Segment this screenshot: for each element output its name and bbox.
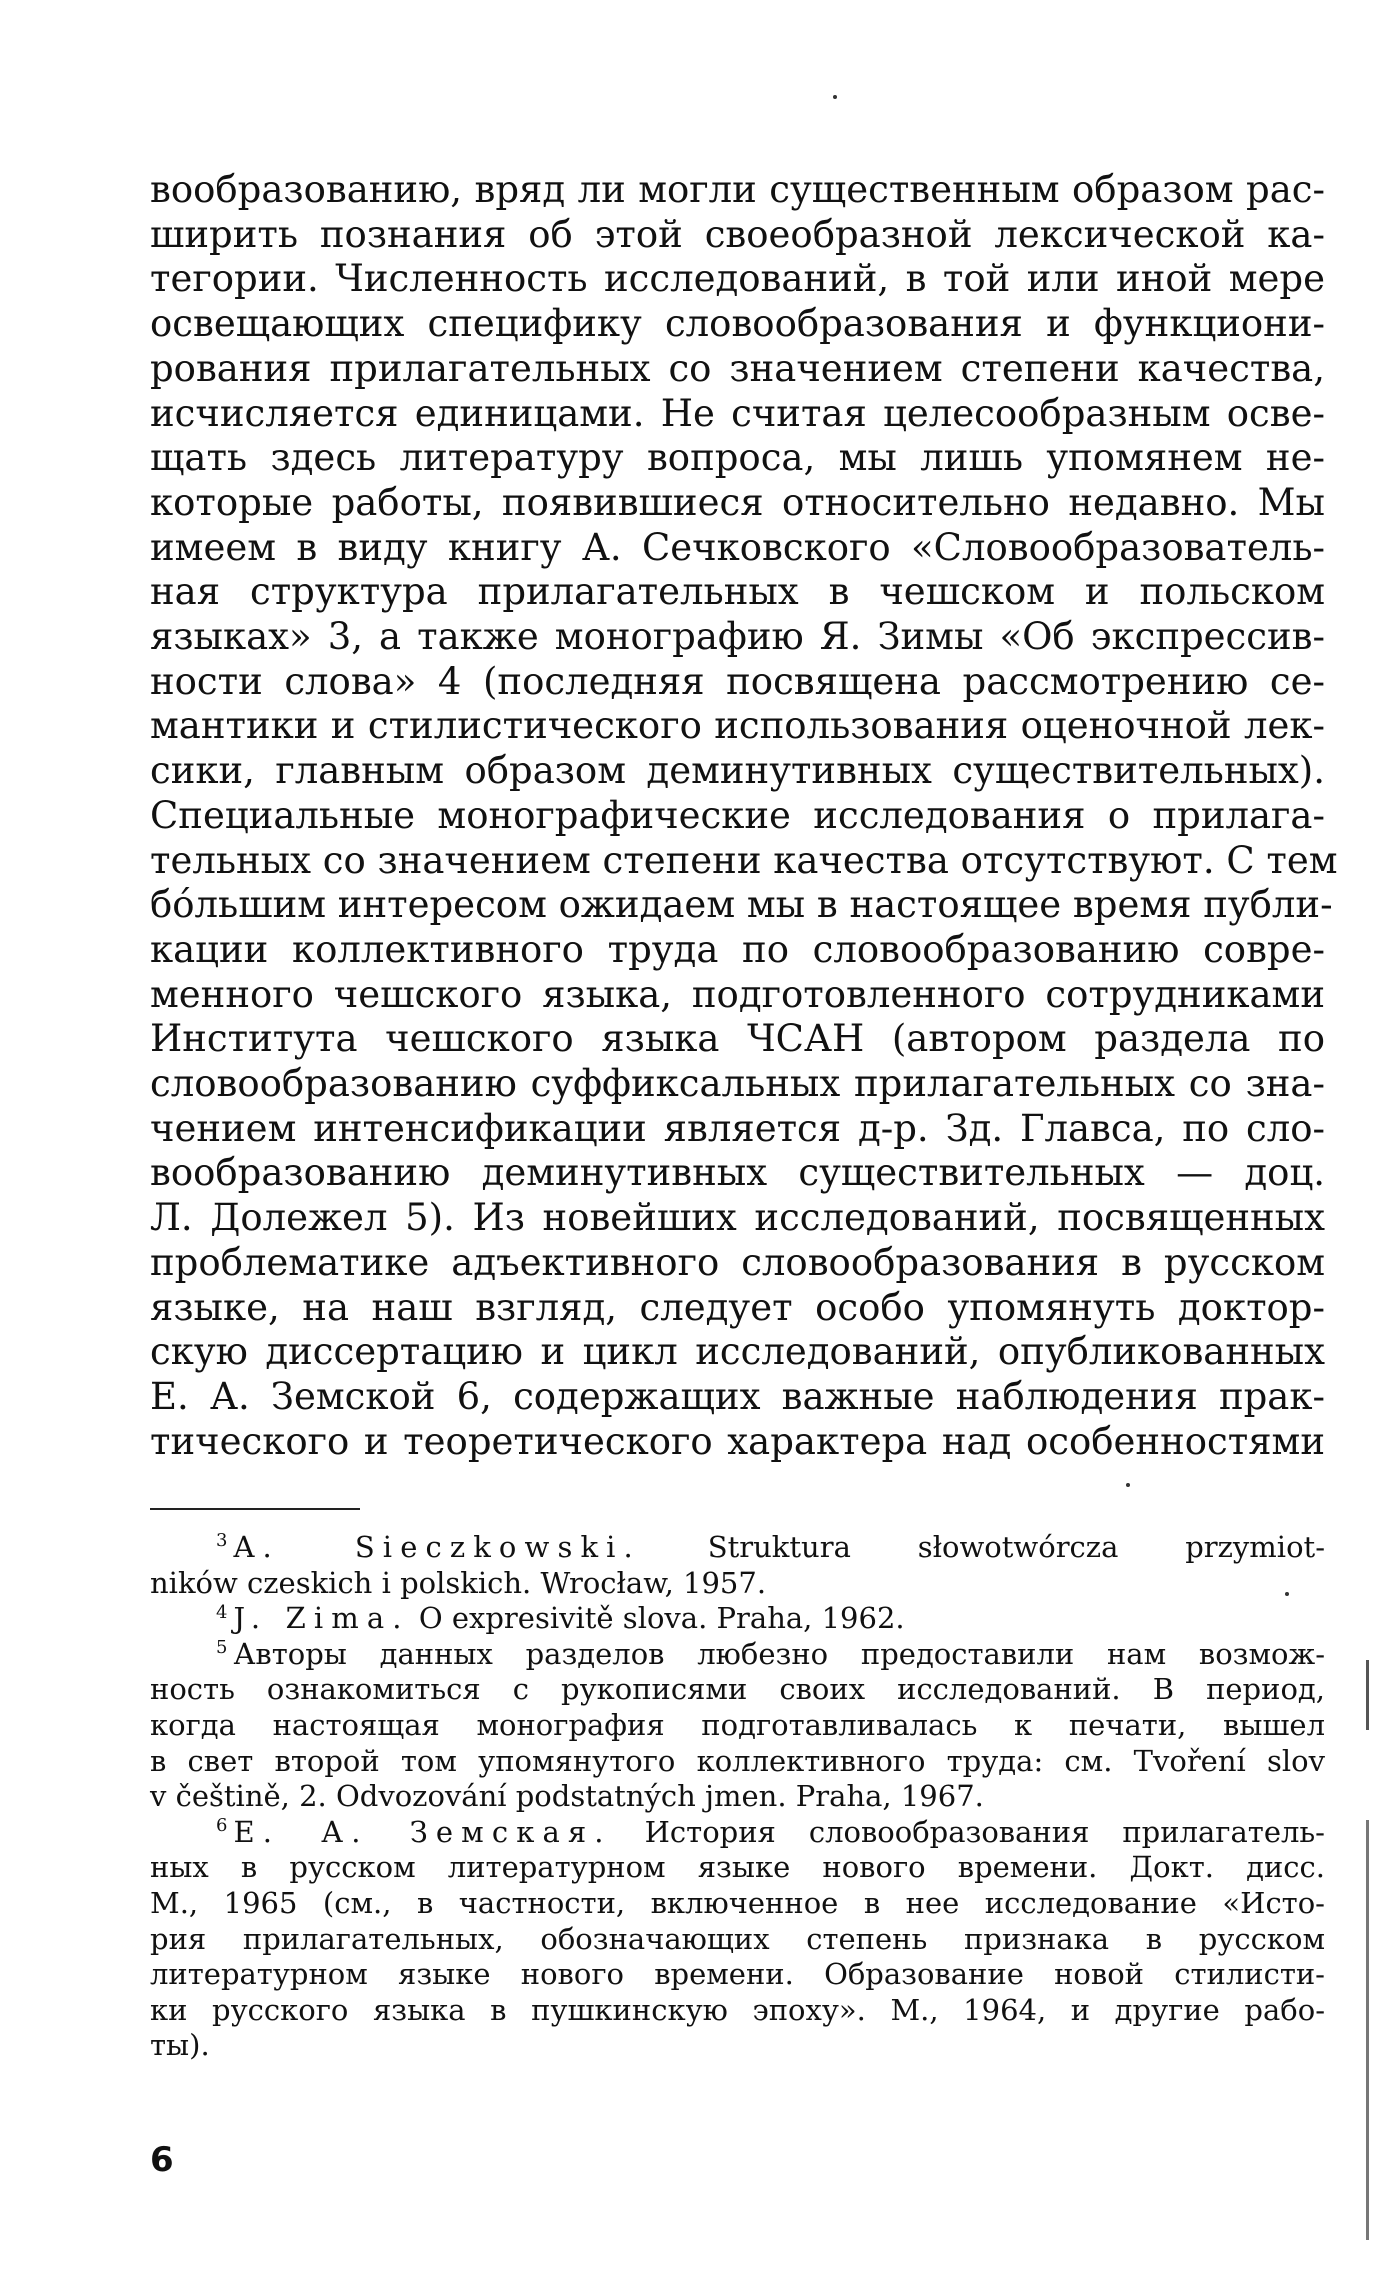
print-speck (1285, 1592, 1289, 1596)
text-line: рования прилагательных со значением степени качества, (150, 346, 1325, 390)
text-line: Специальные монографические исследования о прилага- (150, 793, 1325, 837)
text-line: словообразованию суффиксальных прилагательных со зна- (150, 1062, 1325, 1106)
footnote-text: М., 1965 (см., в частности, включенное в нее исследование «Исто- (150, 1885, 1325, 1920)
footnote-text: ных в русском литературном языке нового времени. Докт. дисс. (150, 1850, 1325, 1885)
text-line: сики, главным образом деминутивных существительных). (150, 749, 1325, 793)
footnote-number: 6 (216, 1815, 228, 1837)
footnote-number: 3 (216, 1530, 228, 1552)
text-line: проблематике адъективного словообразования в русском (150, 1240, 1325, 1284)
text-line: имеем в виду книгу А. Сечковского «Словообразователь- (150, 525, 1325, 569)
text-line: Л. Долежел 5). Из новейших исследований, посвященных (150, 1196, 1325, 1240)
print-speck (1126, 1483, 1130, 1487)
text-line: кации коллективного труда по словообразованию совре- (150, 927, 1325, 971)
text-line: щать здесь литературу вопроса, мы лишь упомянем не- (150, 436, 1325, 480)
footnote-text: Авторы данных разделов любезно предоставили нам возмож- (233, 1636, 1325, 1671)
text-line: ности слова» 4 (последняя посвящена рассмотрению се- (150, 659, 1325, 703)
footnote-text: когда настоящая монография подготавливалась к печати, вышел (150, 1707, 1325, 1742)
footnote-4 (150, 1601, 1325, 1637)
footnote-3 (150, 1530, 1325, 1566)
footnote-text: v češtině, 2. Odvozování podstatných jmen. Praha, 1967. (150, 1779, 984, 1814)
text-line: Е. А. Земской 6, содержащих важные наблюдения прак- (150, 1374, 1325, 1418)
footnote-author: J. Zima. (233, 1601, 410, 1636)
text-line: исчисляется единицами. Не считая целесообразным осве- (150, 391, 1325, 435)
page-edge-mark (1366, 1660, 1369, 1730)
text-line: менного чешского языка, подготовленного сотрудниками (150, 972, 1325, 1016)
footnote-text: ки русского языка в пушкинскую эпоху». М., 1964, и другие рабо- (150, 1992, 1325, 2027)
page-number: 6 (150, 2140, 174, 2180)
footnote-text: рия прилагательных, обозначающих степень признака в русском (150, 1921, 1325, 1956)
text-line: тельных со значением степени качества отсутствуют. С тем (150, 838, 1338, 882)
text-line: языке, на наш взгляд, следует особо упомянуть доктор- (150, 1285, 1325, 1329)
footnote-text: ników czeskich i polskich. Wrocław, 1957. (150, 1565, 767, 1600)
text-line: языках» 3, а также монографию Я. Зимы «Об экспрессив- (150, 615, 1325, 659)
text-line: освещающих специфику словообразования и функциони- (150, 302, 1325, 346)
text-line: вообразованию, вряд ли могли существенным образом рас- (150, 168, 1325, 211)
text-line: которые работы, появившиеся относительно недавно. Мы (150, 480, 1325, 524)
text-line: ширить познания об этой своеобразной лексической ка- (150, 212, 1325, 256)
text-line: Института чешского языка ЧСАН (автором раздела по (150, 1017, 1325, 1061)
footnote-number: 4 (216, 1601, 228, 1623)
footnote-text: Struktura słowotwórcza przymiot- (707, 1530, 1325, 1564)
footnote-text: История словообразования прилагатель- (644, 1814, 1325, 1849)
text-line: чением интенсификации является д-р. Зд. Главса, по сло- (150, 1106, 1325, 1150)
footnote-text: ность ознакомиться с рукописями своих исследований. В период, (150, 1672, 1325, 1707)
footnote-text: O expresivitě slova. Praha, 1962. (418, 1601, 905, 1636)
footnote-5 (150, 1637, 1325, 1673)
footnote-author: Е. А. Земская. (233, 1814, 612, 1849)
print-speck (833, 95, 837, 99)
text-line: ная структура прилагательных в чешском и польском (150, 570, 1325, 614)
text-line: вообразованию деминутивных существительных — доц. (150, 1151, 1325, 1195)
footnote-text: ты). (150, 2028, 210, 2063)
footnote-divider (150, 1508, 360, 1510)
footnote-text: в свет второй том упомянутого коллективного труда: см. Tvoření slov (150, 1743, 1325, 1778)
text-line: бóльшим интересом ожидаем мы в настоящее время публи- (150, 883, 1333, 927)
footnote-6 (150, 1815, 1325, 1851)
footnote-number: 5 (216, 1637, 228, 1659)
text-line: тегории. Численность исследований, в той или иной мере (150, 257, 1325, 301)
text-line: скую диссертацию и цикл исследований, опубликованных (150, 1330, 1325, 1374)
main-text (150, 168, 1338, 1464)
text-line: тического и теоретического характера над особенностями (150, 1419, 1325, 1463)
footnote-author: A. Sieczkowski. (233, 1530, 641, 1564)
page-edge-mark (1366, 1820, 1369, 2240)
footnote-text: литературном языке нового времени. Образование новой стилисти- (150, 1957, 1325, 1992)
footnotes (150, 1530, 1325, 2064)
text-line: мантики и стилистического использования оценочной лек- (150, 704, 1325, 748)
